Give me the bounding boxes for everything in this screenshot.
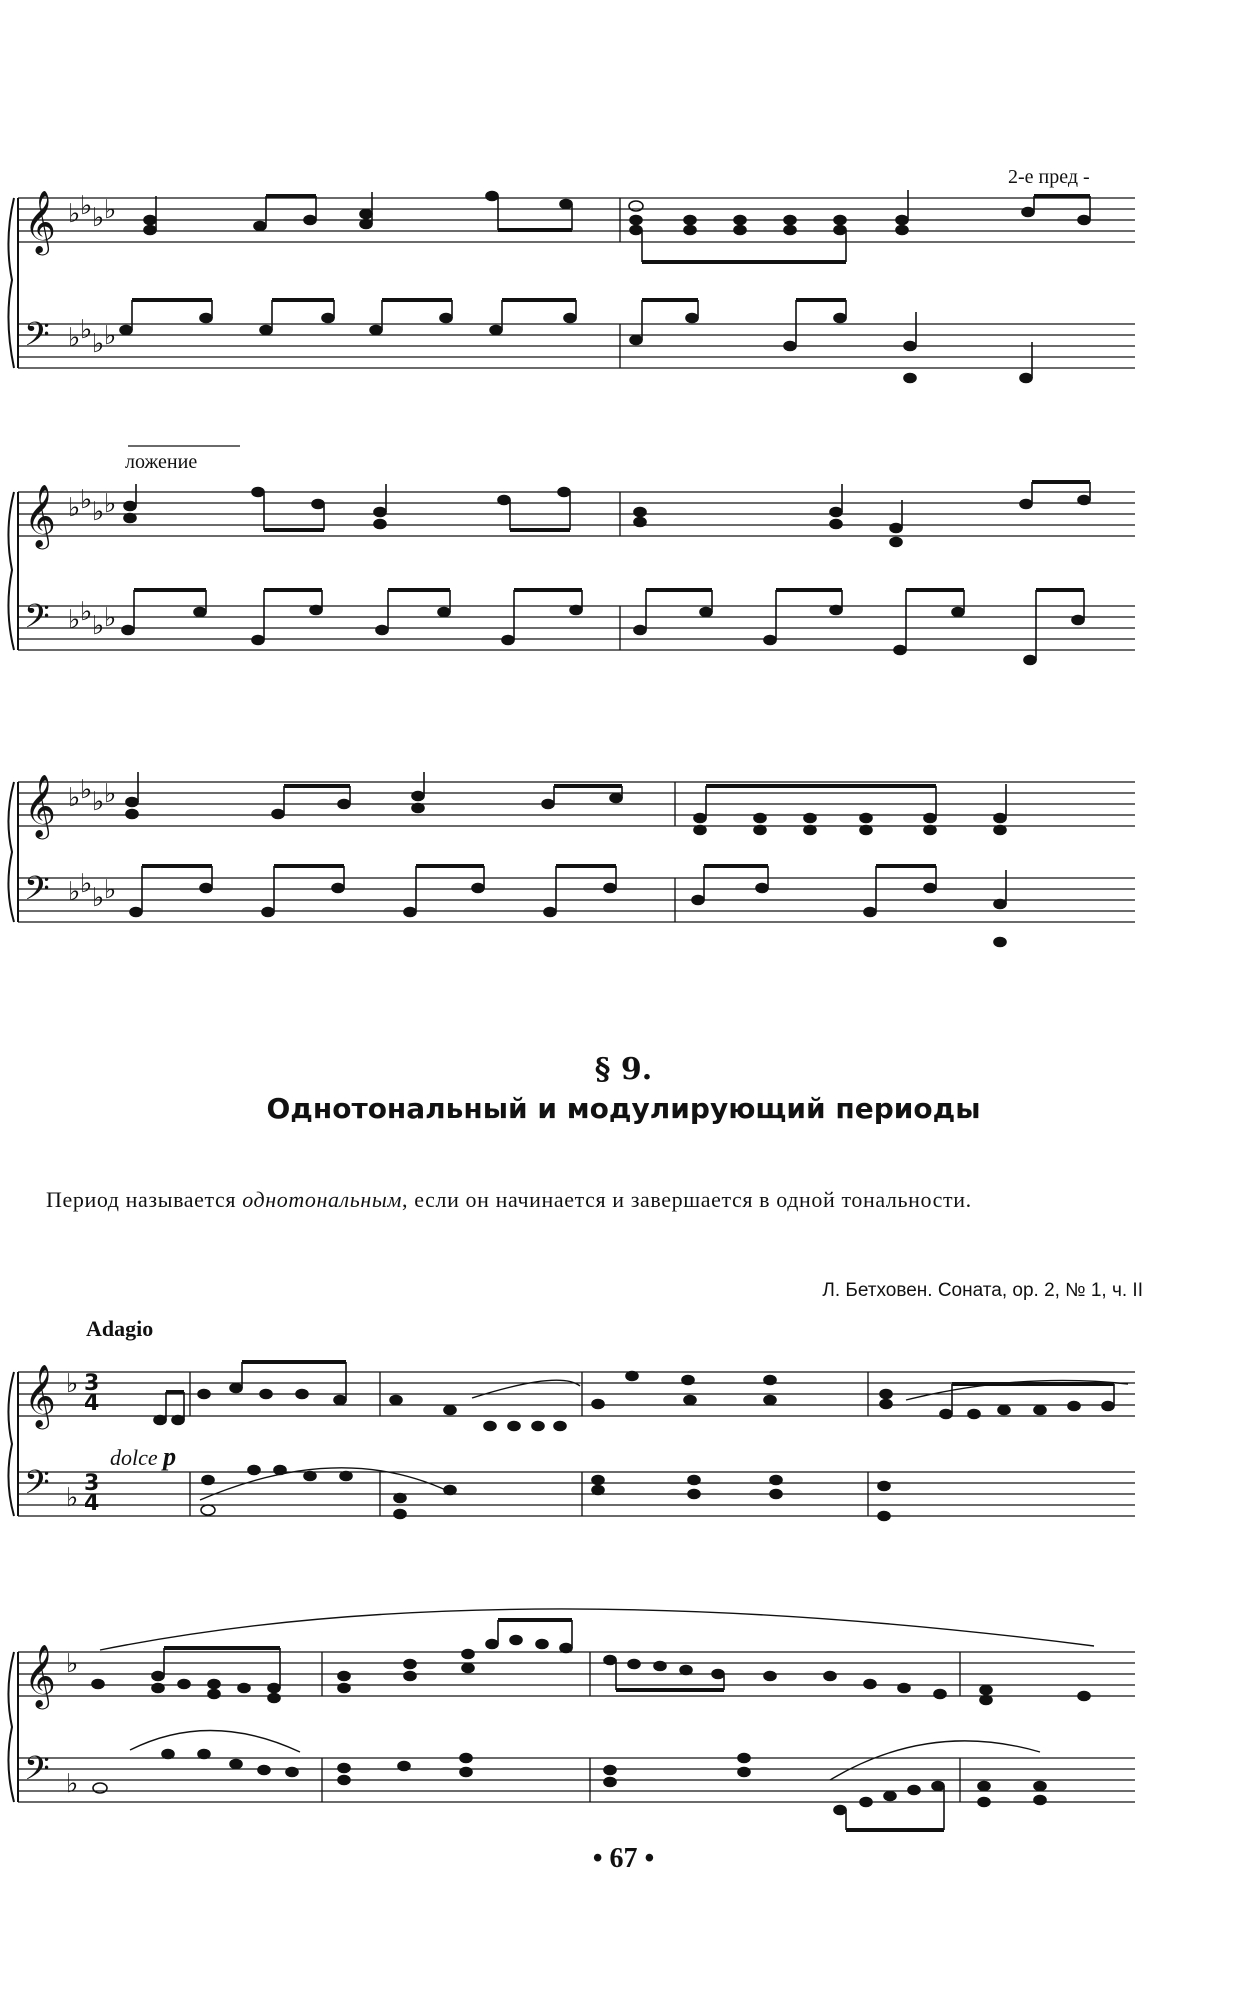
svg-text:♭: ♭ xyxy=(80,869,93,899)
bass-clef-icon: 𝄢 xyxy=(24,870,50,916)
paragraph-term: однотональным xyxy=(242,1187,403,1212)
svg-text:♭: ♭ xyxy=(80,315,93,345)
tempo-marking: Adagio xyxy=(86,1316,154,1341)
treble-clef-icon: 𝄞 xyxy=(24,774,56,837)
svg-text:♭: ♭ xyxy=(92,611,105,641)
svg-text:♭: ♭ xyxy=(104,779,117,809)
treble-staff xyxy=(18,1652,1135,1696)
svg-text:♭: ♭ xyxy=(68,493,81,523)
svg-text:♭: ♭ xyxy=(66,1483,79,1513)
treble-clef-icon: 𝄞 xyxy=(24,484,56,547)
bass-staff xyxy=(18,1758,1135,1802)
svg-text:♭: ♭ xyxy=(92,203,105,233)
svg-text:♭: ♭ xyxy=(68,877,81,907)
bass-clef-icon: 𝄢 xyxy=(24,1750,50,1796)
svg-text:♭: ♭ xyxy=(80,775,93,805)
paragraph xyxy=(46,1182,1146,1218)
dynamic-mark: p xyxy=(163,1442,177,1471)
example-source: Л. Бетховен. Соната, op. 2, № 1, ч. II xyxy=(822,1280,1143,1301)
dynamic-marking xyxy=(110,1442,176,1472)
svg-text:3: 3 xyxy=(84,1471,100,1496)
treble-clef-icon: 𝄞 xyxy=(24,1644,56,1707)
treble-clef-icon: 𝄞 xyxy=(24,1364,56,1427)
svg-text:4: 4 xyxy=(84,1491,100,1516)
section-number: § 9. xyxy=(594,1052,653,1087)
svg-text:♭: ♭ xyxy=(68,323,81,353)
bass-clef-icon: 𝄢 xyxy=(24,316,50,362)
svg-text:♭: ♭ xyxy=(80,191,93,221)
svg-text:♭: ♭ xyxy=(104,603,117,633)
svg-text:♭: ♭ xyxy=(68,783,81,813)
svg-text:♭: ♭ xyxy=(104,195,117,225)
section-title: Однотональный и модулирующий периоды xyxy=(266,1092,981,1125)
svg-text:♭: ♭ xyxy=(92,497,105,527)
svg-text:4: 4 xyxy=(84,1391,100,1416)
svg-text:♭: ♭ xyxy=(66,1369,79,1399)
svg-text:♭: ♭ xyxy=(104,489,117,519)
svg-text:♭: ♭ xyxy=(92,883,105,913)
svg-text:♭: ♭ xyxy=(66,1649,79,1679)
svg-text:♭: ♭ xyxy=(92,329,105,359)
bass-clef-icon: 𝄢 xyxy=(24,598,50,644)
annotation-second-sentence: 2-е пред - xyxy=(1008,166,1090,188)
svg-text:♭: ♭ xyxy=(104,875,117,905)
svg-text:♭: ♭ xyxy=(68,605,81,635)
flat-icon: ♭ xyxy=(68,199,81,229)
svg-text:3: 3 xyxy=(84,1371,100,1396)
annotation-continued: ложение xyxy=(125,451,198,473)
svg-text:♭: ♭ xyxy=(66,1769,79,1799)
slur xyxy=(100,1609,1094,1650)
svg-text:♭: ♭ xyxy=(92,787,105,817)
svg-text:♭: ♭ xyxy=(80,485,93,515)
dynamic-text: dolce xyxy=(110,1445,158,1470)
paragraph-after: , если он начинается и завершается в одной тональности. xyxy=(402,1187,972,1212)
svg-text:♭: ♭ xyxy=(80,597,93,627)
slur xyxy=(830,1741,1040,1780)
paragraph-before: Период называется xyxy=(46,1187,243,1212)
bass-clef-icon: 𝄢 xyxy=(24,1464,50,1510)
svg-text:♭: ♭ xyxy=(104,321,117,351)
treble-clef-icon: 𝄞 xyxy=(24,190,56,253)
page-number: • 67 • xyxy=(592,1843,655,1874)
slur xyxy=(130,1730,300,1752)
